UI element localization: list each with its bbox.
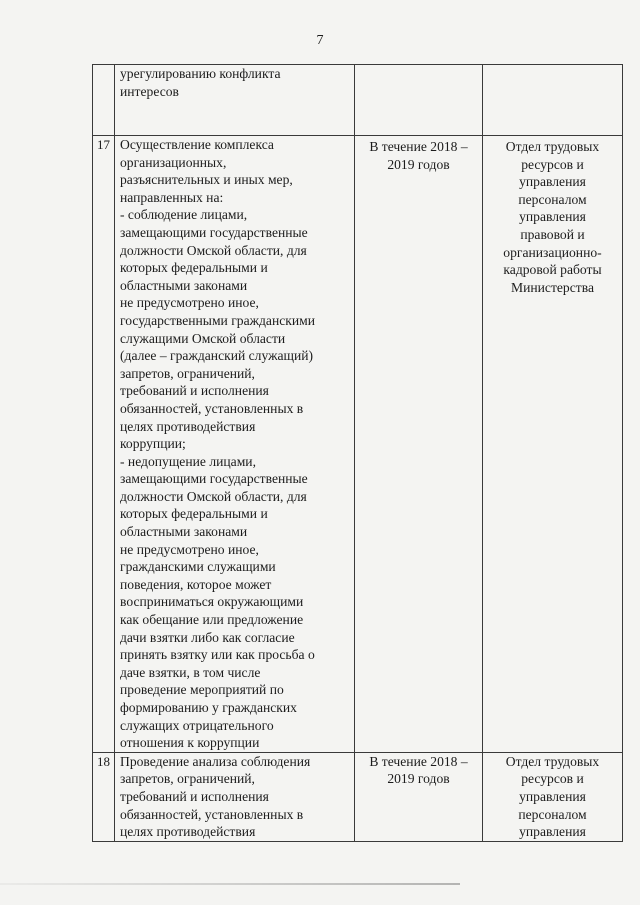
row-number-cell	[93, 65, 115, 136]
page-number: 7	[316, 33, 324, 48]
row-number: 17	[97, 137, 110, 152]
task-line: - недопущение лицами,	[120, 453, 256, 469]
task-line: служащих отрицательного	[120, 717, 274, 733]
task-line: формированию у гражданских	[120, 700, 297, 715]
task-line: гражданскими служащими	[120, 559, 276, 575]
term-cell	[355, 65, 483, 136]
task-cell	[115, 752, 355, 841]
task-line: дачи взятки либо как согласие	[120, 629, 295, 645]
task-line: целях противодействия	[120, 824, 256, 840]
responsible-line: Отдел трудовых	[505, 753, 600, 769]
task-line: Проведение анализа соблюдения	[120, 753, 311, 769]
task-line: требований и исполнения	[120, 788, 269, 804]
task-line: целях противодействия	[120, 418, 256, 434]
task-line: не предусмотрено иное,	[120, 541, 259, 557]
task-line: которых федеральными и	[120, 506, 268, 522]
task-line: замещающими государственные	[120, 471, 308, 487]
task-line: Осуществление комплекса	[120, 137, 274, 152]
task-line: поведения, которое может	[120, 576, 272, 592]
task-line: принять взятку или как просьба о	[120, 647, 315, 663]
table-row	[93, 136, 623, 753]
row-number: 18	[97, 753, 110, 769]
responsible-line: Министерства	[511, 279, 594, 295]
term-line: В течение 2018 –	[369, 139, 468, 154]
row-number-cell	[93, 136, 115, 753]
task-line: не предусмотрено иное,	[120, 295, 259, 311]
task-line: запретов, ограничений,	[120, 771, 255, 787]
table-row	[93, 65, 623, 136]
term-cell	[355, 136, 483, 753]
responsible-line: организационно-	[503, 244, 602, 260]
responsible-line: Отдел трудовых	[505, 139, 600, 154]
task-line: обязанностей, установленных в	[120, 400, 304, 416]
term-line: 2019 годов	[387, 156, 450, 172]
task-line: замещающими государственные	[120, 224, 308, 240]
responsible-cell	[483, 65, 623, 136]
task-line: государственными гражданскими	[120, 312, 316, 328]
task-line: урегулированию конфликта	[120, 66, 281, 81]
task-line: как обещание или предложение	[120, 612, 304, 628]
task-line: областными законами	[120, 277, 248, 293]
responsible-cell	[483, 752, 623, 841]
task-line: интересов	[120, 83, 179, 99]
task-line: должности Омской области, для	[120, 242, 307, 258]
task-line: служащими Омской области	[120, 330, 286, 346]
task-line: областными законами	[120, 524, 248, 540]
table-row	[93, 752, 623, 841]
responsible-line: ресурсов и	[521, 771, 584, 787]
task-line: обязанностей, установленных в	[120, 806, 304, 822]
task-line: - соблюдение лицами,	[120, 207, 248, 223]
scan-edge-line	[0, 883, 460, 885]
row-number-cell	[93, 752, 115, 841]
responsible-line: ресурсов и	[521, 156, 584, 172]
task-line: проведение мероприятий по	[120, 682, 284, 698]
responsible-line: управления	[519, 788, 586, 804]
task-cell	[115, 136, 355, 753]
task-line: (далее – гражданский служащий)	[120, 348, 314, 364]
task-line: разъяснительных и иных мер,	[120, 172, 293, 188]
term-cell	[355, 752, 483, 841]
task-line: должности Омской области, для	[120, 488, 307, 504]
task-line: организационных,	[120, 154, 227, 170]
task-line: требований и исполнения	[120, 383, 269, 399]
task-line: которых федеральными и	[120, 260, 268, 276]
responsible-line: управления	[519, 209, 586, 225]
task-line: запретов, ограничений,	[120, 365, 255, 381]
task-line: даче взятки, в том числе	[120, 664, 261, 680]
responsible-line: правовой и	[520, 226, 585, 242]
task-line: отношения к коррупции	[120, 735, 260, 751]
term-line: 2019 годов	[387, 771, 450, 787]
responsible-cell	[483, 136, 623, 753]
task-cell	[115, 65, 355, 136]
term-line: В течение 2018 –	[369, 753, 468, 769]
responsible-line: кадровой работы	[503, 262, 602, 278]
responsible-line: управления	[519, 174, 586, 190]
task-line: восприниматься окружающими	[120, 594, 304, 610]
responsible-line: управления	[519, 824, 586, 840]
task-line: направленных на:	[120, 189, 224, 205]
measures-table	[92, 64, 623, 842]
responsible-line: персоналом	[518, 806, 587, 822]
responsible-line: персоналом	[518, 191, 587, 207]
task-line: коррупции;	[120, 436, 186, 452]
